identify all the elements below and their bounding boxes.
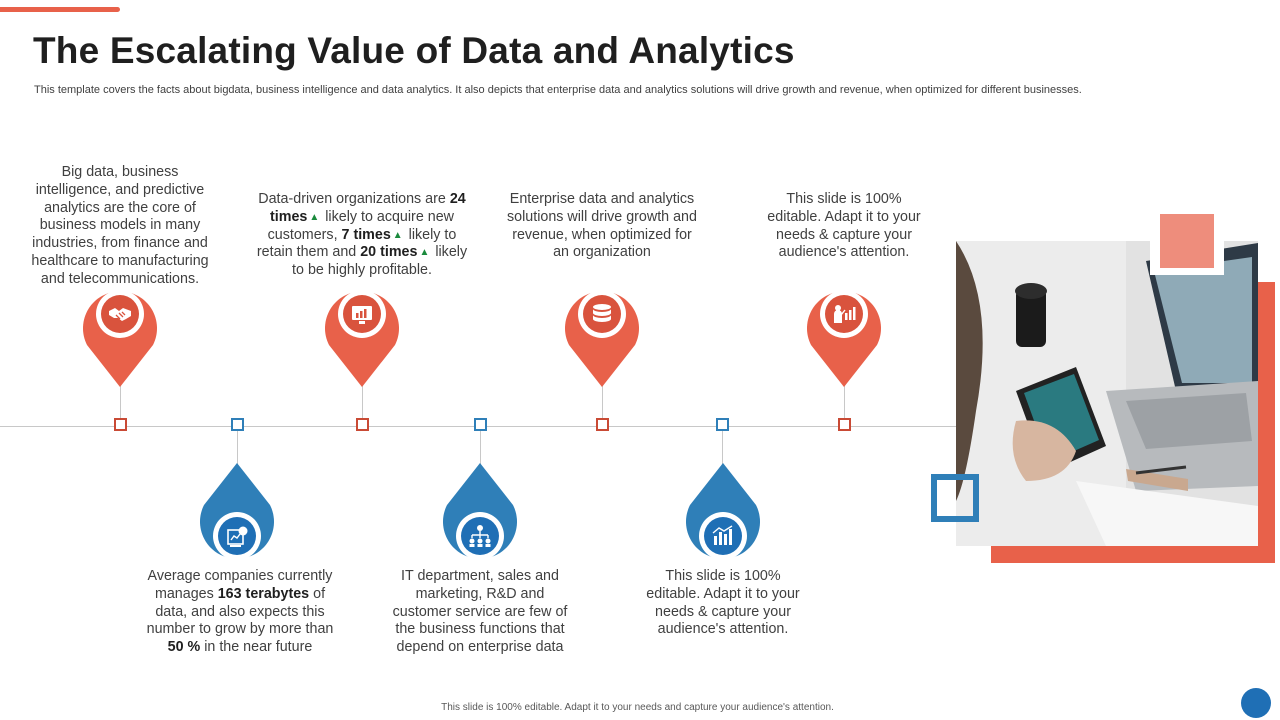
presenter-icon (824, 294, 864, 334)
timeline-marker (716, 418, 729, 431)
milestone-pin-6 (684, 463, 762, 575)
report-icon (217, 516, 257, 556)
handshake-icon (100, 294, 140, 334)
milestone-text-4: IT department, sales and marketing, R&D and customer service are few of the business functions that depend on enterprise data (392, 568, 568, 656)
growth-chart-icon (342, 294, 382, 334)
page-indicator (1241, 688, 1271, 718)
timeline-marker (474, 418, 487, 431)
page-title: The Escalating Value of Data and Analytics (33, 30, 795, 71)
milestone-text-7: This slide is 100% editable. Adapt it to your needs & capture your audience's attention. (767, 191, 921, 261)
timeline-marker (596, 418, 609, 431)
milestone-pin-2 (198, 463, 276, 575)
milestone-text-5: Enterprise data and analytics solutions will drive growth and revenue, when optimized for an organization (507, 191, 697, 261)
up-arrow-icon: ▲ (309, 211, 320, 223)
timeline-marker (114, 418, 127, 431)
up-arrow-icon: ▲ (419, 247, 430, 259)
page-subtitle: This template covers the facts about bigdata, business intelligence and data analytics. It also depicts that enterprise data and analytics solutions will drive growth and revenue, when optimized for different businesses. (34, 84, 1082, 96)
accent-bar (0, 7, 120, 12)
connector-line (120, 382, 121, 419)
milestone-text-6: This slide is 100% editable. Adapt it to your needs & capture your audience's attention. (646, 568, 800, 638)
milestone-pin-5 (563, 275, 641, 387)
up-arrow-icon: ▲ (392, 229, 403, 241)
milestone-text-3: Data-driven organizations are 24 times ▲ likely to acquire new customers, 7 times ▲ likely to retain them and 20 times ▲ likely to be highly profitable. (256, 191, 468, 279)
connector-line (602, 382, 603, 419)
org-chart-icon (460, 516, 500, 556)
decorative-square (931, 474, 979, 522)
milestone-pin-7 (805, 275, 883, 387)
timeline-marker (838, 418, 851, 431)
milestone-pin-3 (323, 275, 401, 387)
decorative-square (1160, 214, 1214, 268)
bar-chart-icon (703, 516, 743, 556)
database-icon (582, 294, 622, 334)
footer-note: This slide is 100% editable. Adapt it to your needs and capture your audience's attention. (441, 702, 834, 713)
milestone-text-2: Average companies currently manages 163 terabytes of data, and also expects this number to grow by more than 50 % in the near future (146, 568, 334, 656)
milestone-pin-4 (441, 463, 519, 575)
connector-line (844, 382, 845, 419)
photo-laptop-phone (956, 241, 1258, 546)
milestone-text-1: Big data, business intelligence, and predictive analytics are the core of business models in many industries, from finance and healthcare to manufacturing and telecommunications. (31, 164, 209, 287)
milestone-pin-1 (81, 275, 159, 387)
timeline-marker (231, 418, 244, 431)
timeline-marker (356, 418, 369, 431)
connector-line (362, 382, 363, 419)
